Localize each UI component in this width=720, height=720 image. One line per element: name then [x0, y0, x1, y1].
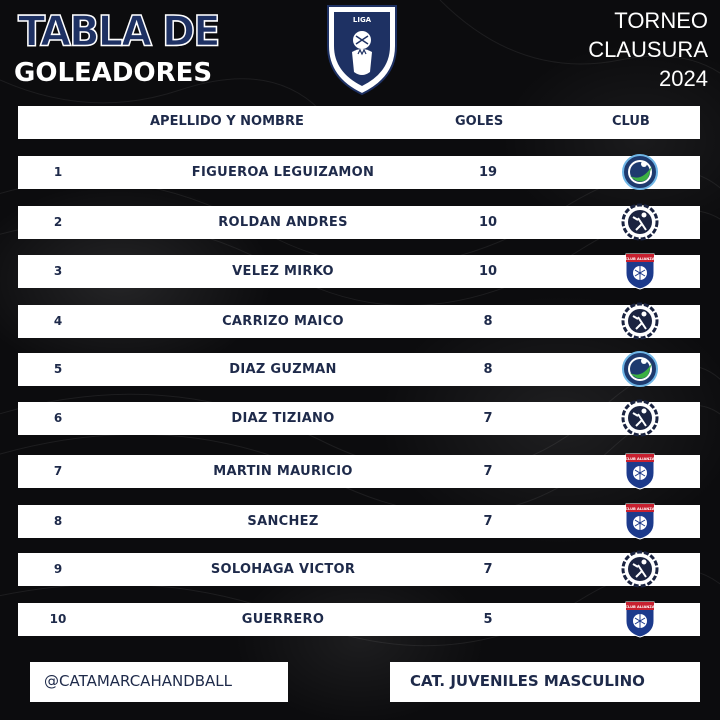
row-position: 4	[53, 314, 63, 328]
category-label: CAT. JUVENILES MASCULINO	[410, 672, 645, 690]
league-logo	[322, 2, 402, 98]
social-handle-bar	[30, 662, 288, 702]
row-position: 9	[53, 562, 63, 576]
row-position: 3	[53, 264, 63, 278]
row-club-badge	[620, 398, 660, 438]
row-goals: 7	[483, 411, 493, 426]
row-club-badge	[620, 349, 660, 389]
row-goals: 7	[483, 514, 493, 529]
row-club-badge	[620, 301, 660, 341]
navy-handball-club-icon	[620, 301, 660, 341]
table-row	[18, 455, 700, 488]
table-row	[18, 255, 700, 288]
row-goals: 10	[478, 264, 498, 279]
row-club-badge	[620, 549, 660, 589]
row-position: 6	[53, 411, 63, 425]
row-position: 1	[53, 165, 63, 179]
navy-handball-club-icon	[620, 549, 660, 589]
row-player-name: CARRIZO MAICO	[222, 314, 344, 329]
table-row	[18, 353, 700, 386]
table-row	[18, 156, 700, 189]
column-header-name: APELLIDO Y NOMBRE	[150, 114, 304, 129]
row-position: 8	[53, 514, 63, 528]
alianza-club-shield-icon	[620, 599, 660, 639]
alianza-club-shield-icon	[620, 501, 660, 541]
navy-handball-club-icon	[620, 202, 660, 242]
category-bar	[390, 662, 700, 702]
row-goals: 19	[478, 165, 498, 180]
row-player-name: DIAZ GUZMAN	[229, 362, 337, 377]
row-player-name: GUERRERO	[241, 612, 325, 627]
row-goals: 7	[483, 464, 493, 479]
table-row	[18, 305, 700, 338]
navy-handball-club-icon	[620, 398, 660, 438]
column-header-club: CLUB	[612, 114, 650, 129]
table-header	[18, 106, 700, 139]
tournament-label	[588, 6, 708, 93]
row-club-badge	[620, 251, 660, 291]
row-player-name: ROLDAN ANDRES	[218, 215, 348, 230]
row-player-name: SANCHEZ	[247, 514, 319, 529]
row-player-name: SOLOHAGA VICTOR	[210, 562, 356, 577]
logo-liga-text: LIGA	[352, 16, 372, 24]
green-handball-club-icon	[620, 152, 660, 192]
green-handball-club-icon	[620, 349, 660, 389]
social-handle: @CATAMARCAHANDBALL	[44, 672, 233, 690]
page-title-line1: TABLA DE	[18, 7, 219, 57]
row-club-badge	[620, 451, 660, 491]
row-player-name: DIAZ TIZIANO	[231, 411, 335, 426]
alianza-club-shield-icon	[620, 251, 660, 291]
svg-text:CLUB ALIANZA: CLUB ALIANZA	[625, 507, 655, 511]
row-goals: 8	[483, 314, 493, 329]
row-position: 10	[49, 612, 67, 626]
page-title-line2: GOLEADORES	[14, 58, 213, 88]
row-club-badge	[620, 599, 660, 639]
table-row	[18, 206, 700, 239]
row-player-name: VELEZ MIRKO	[232, 264, 334, 279]
row-club-badge	[620, 152, 660, 192]
row-goals: 8	[483, 362, 493, 377]
table-row	[18, 402, 700, 435]
row-position: 7	[53, 464, 63, 478]
tournament-line: CLAUSURA	[588, 37, 708, 62]
alianza-club-shield-icon	[620, 451, 660, 491]
row-player-name: FIGUEROA LEGUIZAMON	[191, 165, 375, 180]
league-shield-icon	[322, 2, 402, 98]
row-club-badge	[620, 202, 660, 242]
row-player-name: MARTIN MAURICIO	[213, 464, 353, 479]
svg-text:CLUB ALIANZA: CLUB ALIANZA	[625, 257, 655, 261]
row-club-badge	[620, 501, 660, 541]
row-position: 2	[53, 215, 63, 229]
svg-text:CLUB ALIANZA: CLUB ALIANZA	[625, 605, 655, 609]
column-header-goals: GOLES	[455, 114, 504, 129]
tournament-line: 2024	[659, 66, 708, 91]
row-goals: 10	[478, 215, 498, 230]
svg-text:CLUB ALIANZA: CLUB ALIANZA	[625, 457, 655, 461]
table-row	[18, 505, 700, 538]
row-goals: 5	[483, 612, 493, 627]
table-row	[18, 603, 700, 636]
row-goals: 7	[483, 562, 493, 577]
table-row	[18, 553, 700, 586]
tournament-line: TORNEO	[614, 8, 708, 33]
row-position: 5	[53, 362, 63, 376]
